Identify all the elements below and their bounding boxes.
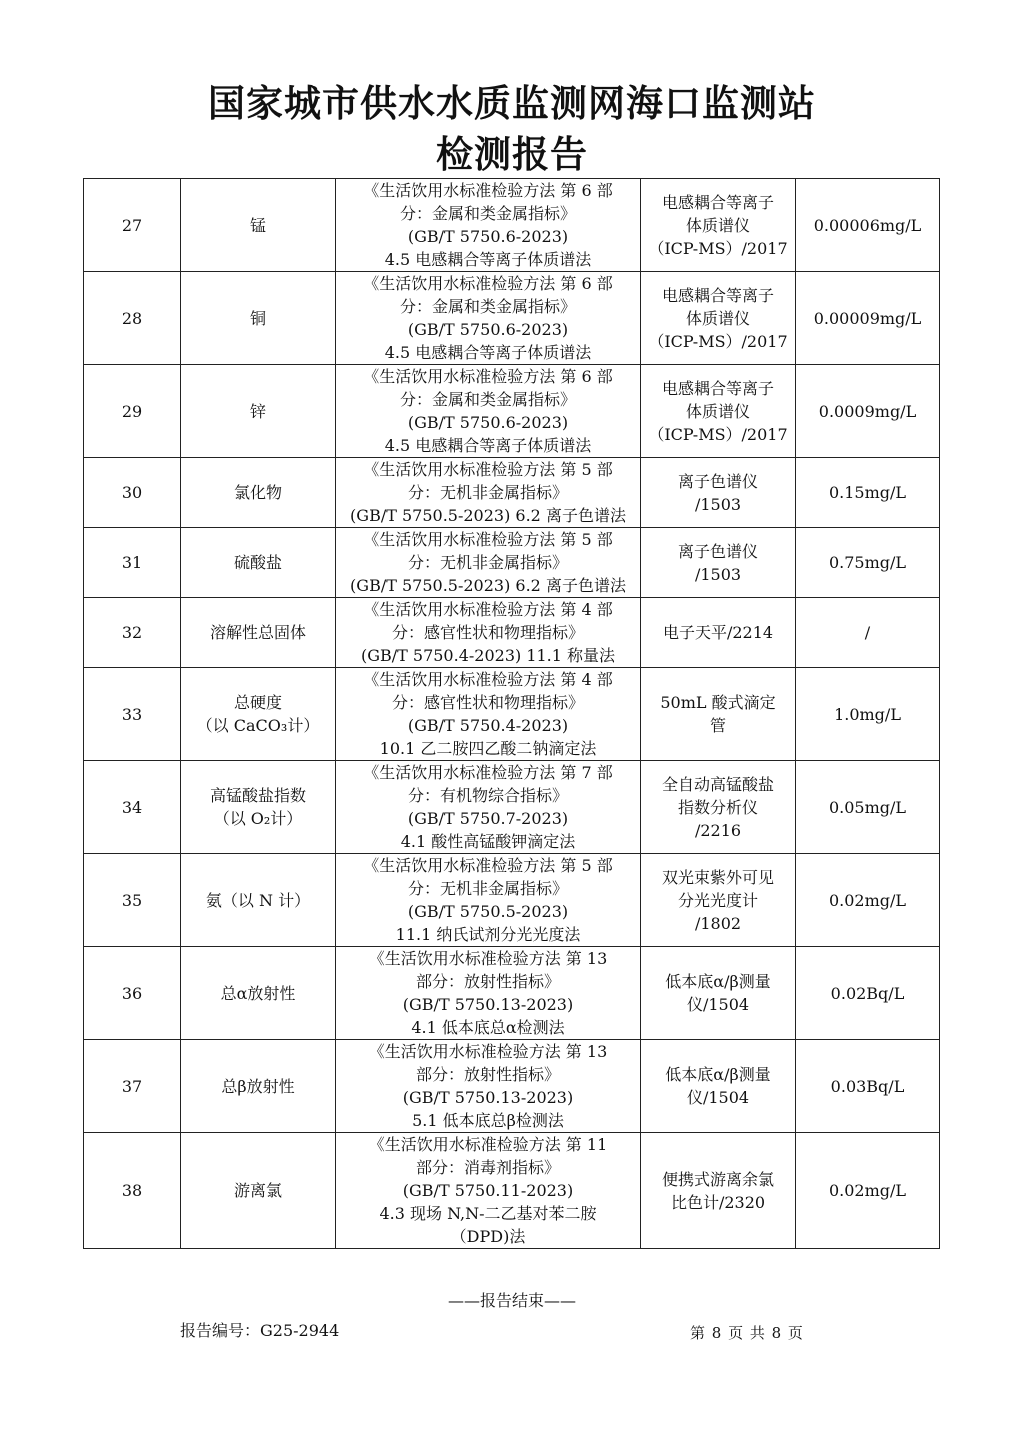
test-method-line: (GB/T 5750.4-2023) xyxy=(407,716,569,735)
table-row xyxy=(84,761,940,854)
test-method-line: (GB/T 5750.5-2023) xyxy=(407,902,569,921)
test-item xyxy=(181,458,336,528)
test-method-line: 《生活饮用水标准检验方法 第 13 xyxy=(368,949,608,968)
row-number: 38 xyxy=(84,1133,181,1249)
instrument-line: /2216 xyxy=(694,820,742,840)
test-method-line: 《生活饮用水标准检验方法 第 6 部 xyxy=(363,274,613,293)
table-row xyxy=(84,668,940,761)
detection-limit: / xyxy=(796,598,940,668)
table-row xyxy=(84,598,940,668)
test-item-line: 高锰酸盐指数 xyxy=(209,786,306,805)
test-method-line: 《生活饮用水标准检验方法 第 13 xyxy=(368,1042,608,1061)
report-title: 国家城市供水水质监测网海口监测站 xyxy=(208,82,816,125)
instrument-line: （ICP-MS）/2017 xyxy=(648,331,788,351)
instrument-line: /1503 xyxy=(694,564,742,584)
instrument-line: （ICP-MS）/2017 xyxy=(648,238,788,258)
detection-limit: 0.02Bq/L xyxy=(796,947,940,1040)
instrument-line: 离子色谱仪 xyxy=(677,541,758,561)
row-number: 27 xyxy=(84,179,181,272)
test-method-line: 分：无机非金属指标》 xyxy=(407,483,568,502)
instrument xyxy=(641,668,796,761)
instrument-line: 管 xyxy=(709,716,726,735)
instrument xyxy=(641,854,796,947)
detection-limit: 0.15mg/L xyxy=(796,458,940,528)
detection-limit: 1.0mg/L xyxy=(796,668,940,761)
test-item xyxy=(181,761,336,854)
row-number: 32 xyxy=(84,598,181,668)
test-method-line: 分：金属和类金属指标》 xyxy=(399,390,576,409)
instrument-line: 仪/1504 xyxy=(686,1088,750,1107)
test-method-line: 4.5 电感耦合等离子体质谱法 xyxy=(384,250,592,269)
instrument xyxy=(641,947,796,1040)
test-item xyxy=(181,272,336,365)
test-method-line: (GB/T 5750.13-2023) xyxy=(402,995,574,1014)
instrument-line: 双光束紫外可见 xyxy=(661,867,774,887)
test-item-line: 铜 xyxy=(249,308,266,328)
detection-limit: 0.00006mg/L xyxy=(796,179,940,272)
row-number: 34 xyxy=(84,761,181,854)
instrument-line: 电感耦合等离子 xyxy=(661,285,774,305)
test-method-line: 分：感官性状和物理指标》 xyxy=(391,693,584,712)
instrument-line: 体质谱仪 xyxy=(685,401,750,421)
test-item xyxy=(181,854,336,947)
test-method-line: 《生活饮用水标准检验方法 第 6 部 xyxy=(363,367,613,386)
test-item xyxy=(181,598,336,668)
test-item-line: （以 CaCO₃计） xyxy=(196,716,320,735)
instrument-line: 电子天平/2214 xyxy=(662,623,774,642)
test-method-line: 分：无机非金属指标》 xyxy=(407,553,568,572)
test-method-line: 部分：放射性指标》 xyxy=(415,1065,560,1084)
test-method-line: 分：金属和类金属指标》 xyxy=(399,204,576,223)
row-number: 28 xyxy=(84,272,181,365)
instrument xyxy=(641,528,796,598)
table-row xyxy=(84,458,940,528)
test-method-line: 4.5 电感耦合等离子体质谱法 xyxy=(384,436,592,455)
instrument-line: 指数分析仪 xyxy=(677,797,758,817)
test-item-line: 溶解性总固体 xyxy=(209,623,306,642)
instrument xyxy=(641,458,796,528)
test-item-line: 游离氯 xyxy=(233,1181,282,1200)
test-item-line: 氯化物 xyxy=(233,483,282,502)
instrument xyxy=(641,761,796,854)
test-method-line: (GB/T 5750.4-2023) 11.1 称量法 xyxy=(360,646,616,665)
test-method-line: 部分：放射性指标》 xyxy=(415,972,560,991)
test-item-line: 总β放射性 xyxy=(221,1076,295,1096)
instrument-line: 全自动高锰酸盐 xyxy=(661,774,774,794)
instrument-line: 离子色谱仪 xyxy=(677,471,758,491)
instrument-line: /1503 xyxy=(694,494,742,514)
test-item xyxy=(181,179,336,272)
instrument-line: 低本底α/β测量 xyxy=(665,1065,771,1084)
test-method-line: 10.1 乙二胺四乙酸二钠滴定法 xyxy=(379,739,597,758)
test-method xyxy=(336,272,641,365)
instrument-line: 50mL 酸式滴定 xyxy=(660,693,776,712)
test-method-line: 《生活饮用水标准检验方法 第 11 xyxy=(368,1135,608,1154)
test-method-line: (GB/T 5750.5-2023) 6.2 离子色谱法 xyxy=(350,506,626,525)
row-number: 29 xyxy=(84,365,181,458)
test-method-line: 分：金属和类金属指标》 xyxy=(399,297,576,316)
test-method xyxy=(336,854,641,947)
test-method-line: 《生活饮用水标准检验方法 第 5 部 xyxy=(363,530,613,549)
instrument xyxy=(641,598,796,668)
detection-limit: 0.03Bq/L xyxy=(796,1040,940,1133)
instrument-line: 仪/1504 xyxy=(686,995,750,1014)
test-item-line: 总α放射性 xyxy=(220,983,296,1003)
detection-limit: 0.00009mg/L xyxy=(796,272,940,365)
test-method xyxy=(336,1040,641,1133)
instrument-line: （ICP-MS）/2017 xyxy=(648,424,788,444)
test-method-line: 《生活饮用水标准检验方法 第 5 部 xyxy=(363,856,613,875)
test-item-line: 锰 xyxy=(249,215,266,235)
test-method-line: 4.1 酸性高锰酸钾滴定法 xyxy=(400,832,576,851)
row-number: 31 xyxy=(84,528,181,598)
test-method-line: (GB/T 5750.6-2023) xyxy=(407,413,569,432)
test-method-line: 《生活饮用水标准检验方法 第 7 部 xyxy=(363,763,613,782)
test-item xyxy=(181,947,336,1040)
test-item xyxy=(181,528,336,598)
instrument xyxy=(641,272,796,365)
report-number: 报告编号：G25-2944 xyxy=(180,1321,340,1340)
detection-limit: 0.75mg/L xyxy=(796,528,940,598)
row-number: 36 xyxy=(84,947,181,1040)
test-item-line: 锌 xyxy=(249,401,266,421)
test-method-line: 4.3 现场 N,N-二乙基对苯二胺 xyxy=(379,1204,597,1223)
instrument-line: 分光光度计 xyxy=(677,890,758,910)
test-method xyxy=(336,761,641,854)
test-method-line: (GB/T 5750.6-2023) xyxy=(407,227,569,246)
table-row xyxy=(84,365,940,458)
table-row xyxy=(84,272,940,365)
test-method-line: 《生活饮用水标准检验方法 第 5 部 xyxy=(363,460,613,479)
test-item-line: （以 O₂计） xyxy=(213,809,303,828)
test-method-line: 《生活饮用水标准检验方法 第 4 部 xyxy=(363,600,613,619)
instrument xyxy=(641,365,796,458)
test-method-line: (GB/T 5750.11-2023) xyxy=(402,1181,574,1200)
test-item xyxy=(181,1040,336,1133)
table-row xyxy=(84,528,940,598)
test-method-line: (GB/T 5750.7-2023) xyxy=(407,809,569,828)
row-number: 33 xyxy=(84,668,181,761)
test-item-line: 硫酸盐 xyxy=(233,553,282,572)
instrument xyxy=(641,179,796,272)
test-method-line: 《生活饮用水标准检验方法 第 4 部 xyxy=(363,670,613,689)
test-item-line: 氨（以 N 计） xyxy=(205,890,311,910)
detection-limit: 0.0009mg/L xyxy=(796,365,940,458)
instrument-line: 电感耦合等离子 xyxy=(661,192,774,212)
test-method xyxy=(336,528,641,598)
detection-limit: 0.05mg/L xyxy=(796,761,940,854)
instrument xyxy=(641,1133,796,1249)
test-method xyxy=(336,1133,641,1249)
test-item xyxy=(181,668,336,761)
test-method-line: 部分：消毒剂指标》 xyxy=(415,1158,560,1177)
test-method-line: 11.1 纳氏试剂分光光度法 xyxy=(395,925,581,944)
test-method-line: （DPD)法 xyxy=(450,1227,526,1246)
test-method xyxy=(336,365,641,458)
instrument xyxy=(641,1040,796,1133)
test-method-line: 分：感官性状和物理指标》 xyxy=(391,623,584,642)
instrument-line: 比色计/2320 xyxy=(670,1192,766,1212)
test-method xyxy=(336,668,641,761)
test-item xyxy=(181,1133,336,1249)
page-number: 第 8 页 共 8 页 xyxy=(690,1324,803,1342)
test-method-line: 5.1 低本底总β检测法 xyxy=(412,1111,564,1130)
test-method xyxy=(336,598,641,668)
report-end-marker: ——报告结束—— xyxy=(447,1291,576,1310)
report-subtitle: 检测报告 xyxy=(436,133,588,176)
test-method-line: 分：无机非金属指标》 xyxy=(407,879,568,898)
instrument-line: 体质谱仪 xyxy=(685,308,750,328)
test-method xyxy=(336,179,641,272)
test-method-line: 4.5 电感耦合等离子体质谱法 xyxy=(384,343,592,362)
instrument-line: 便携式游离余氯 xyxy=(661,1169,774,1189)
test-method-line: (GB/T 5750.5-2023) 6.2 离子色谱法 xyxy=(350,576,626,595)
row-number: 30 xyxy=(84,458,181,528)
detection-limit: 0.02mg/L xyxy=(796,854,940,947)
row-number: 37 xyxy=(84,1040,181,1133)
test-item xyxy=(181,365,336,458)
table-row xyxy=(84,1133,940,1249)
instrument-line: 电感耦合等离子 xyxy=(661,378,774,398)
test-method xyxy=(336,458,641,528)
table-row xyxy=(84,179,940,272)
table-row xyxy=(84,947,940,1040)
instrument-line: 低本底α/β测量 xyxy=(665,972,771,991)
detection-table xyxy=(83,178,940,1249)
test-method xyxy=(336,947,641,1040)
detection-limit: 0.02mg/L xyxy=(796,1133,940,1249)
test-method-line: (GB/T 5750.6-2023) xyxy=(407,320,569,339)
test-method-line: 4.1 低本底总α检测法 xyxy=(411,1018,565,1037)
test-method-line: 分：有机物综合指标》 xyxy=(407,786,568,805)
instrument-line: /1802 xyxy=(694,913,742,933)
table-row xyxy=(84,854,940,947)
instrument-line: 体质谱仪 xyxy=(685,215,750,235)
row-number: 35 xyxy=(84,854,181,947)
test-item-line: 总硬度 xyxy=(233,693,282,712)
test-method-line: (GB/T 5750.13-2023) xyxy=(402,1088,574,1107)
test-method-line: 《生活饮用水标准检验方法 第 6 部 xyxy=(363,181,613,200)
table-row xyxy=(84,1040,940,1133)
